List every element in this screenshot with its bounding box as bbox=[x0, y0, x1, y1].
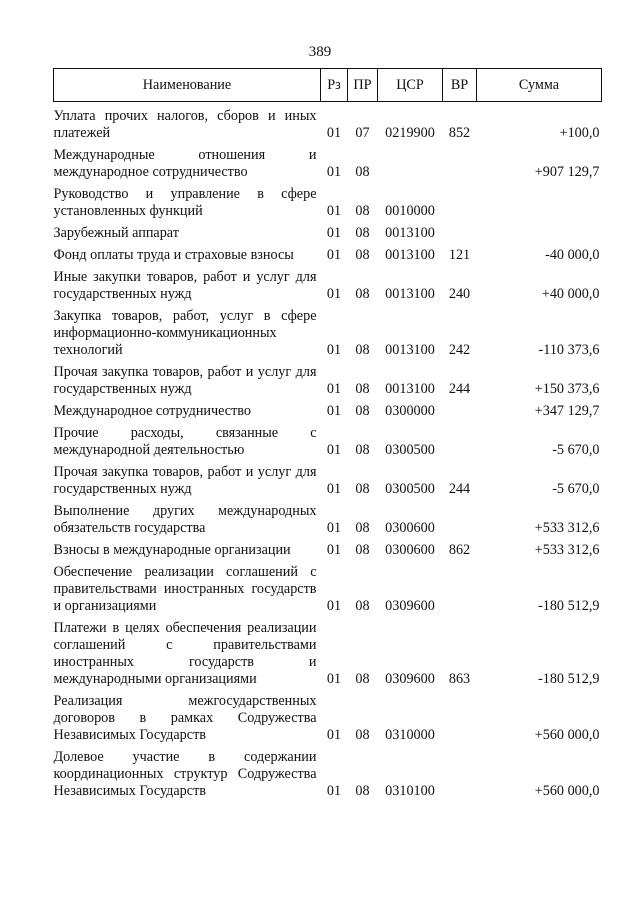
row-name: Выполнение других международных обязательств государства bbox=[53, 503, 317, 536]
row-pr: 08 bbox=[355, 727, 370, 743]
row-name: Прочие расходы, связанные с международной деятельностью bbox=[53, 425, 317, 458]
row-pr: 08 bbox=[355, 247, 370, 263]
row-csr: 0013100 bbox=[385, 286, 435, 302]
row-pr: 08 bbox=[355, 164, 370, 180]
row-sum: -5 670,0 bbox=[552, 481, 600, 497]
table-row bbox=[54, 542, 602, 564]
row-sum: +533 312,6 bbox=[534, 520, 600, 536]
header-name: Наименование bbox=[54, 69, 321, 102]
table-row bbox=[54, 186, 602, 225]
table-row bbox=[54, 425, 602, 464]
row-rz: 01 bbox=[326, 520, 342, 536]
row-vr: 862 bbox=[448, 542, 471, 558]
row-rz: 01 bbox=[326, 542, 342, 558]
row-sum bbox=[477, 225, 602, 247]
header-rz: Рз bbox=[321, 69, 348, 102]
row-pr: 08 bbox=[355, 598, 370, 614]
row-vr: 244 bbox=[448, 481, 471, 497]
row-sum: +533 312,6 bbox=[534, 542, 600, 558]
row-csr: 0219900 bbox=[385, 125, 435, 141]
row-name: Долевое участие в содержании координационных структур Содружества Независимых Государств bbox=[53, 749, 317, 799]
row-rz: 01 bbox=[326, 671, 342, 687]
row-rz: 01 bbox=[326, 286, 342, 302]
row-csr: 0013100 bbox=[385, 225, 435, 241]
budget-table bbox=[53, 68, 602, 805]
row-vr bbox=[443, 749, 477, 805]
row-rz: 01 bbox=[326, 598, 342, 614]
header-csr: ЦСР bbox=[378, 69, 443, 102]
row-csr: 0309600 bbox=[385, 671, 435, 687]
row-rz: 01 bbox=[326, 783, 342, 799]
row-pr: 08 bbox=[355, 671, 370, 687]
row-csr: 0310100 bbox=[385, 783, 435, 799]
row-vr bbox=[443, 564, 477, 620]
row-csr: 0300500 bbox=[385, 481, 435, 497]
row-csr: 0300000 bbox=[385, 403, 435, 419]
row-rz: 01 bbox=[326, 403, 342, 419]
row-rz: 01 bbox=[326, 203, 342, 219]
row-csr: 0013100 bbox=[385, 381, 435, 397]
table-row bbox=[54, 364, 602, 403]
row-vr bbox=[443, 503, 477, 542]
page-number: 389 bbox=[308, 44, 332, 60]
table-row bbox=[54, 247, 602, 269]
row-csr: 0300600 bbox=[385, 520, 435, 536]
row-sum: +150 373,6 bbox=[534, 381, 600, 397]
row-vr: 863 bbox=[448, 671, 471, 687]
row-sum: +907 129,7 bbox=[534, 164, 600, 180]
row-name: Реализация межгосударственных договоров в рамках Содружества Независимых Государств bbox=[53, 693, 317, 743]
row-vr: 244 bbox=[448, 381, 471, 397]
row-vr: 852 bbox=[448, 125, 471, 141]
row-name: Платежи в целях обеспечения реализации соглашений с правительствами иностранных государств и международными организациями bbox=[53, 620, 317, 687]
row-rz: 01 bbox=[326, 125, 342, 141]
row-name: Международное сотрудничество bbox=[53, 403, 251, 419]
row-sum: +100,0 bbox=[559, 125, 600, 141]
row-sum: -40 000,0 bbox=[545, 247, 600, 263]
table-row bbox=[54, 269, 602, 308]
row-pr: 08 bbox=[355, 203, 370, 219]
row-rz: 01 bbox=[326, 481, 342, 497]
header-pr: ПР bbox=[348, 69, 378, 102]
row-pr: 08 bbox=[355, 542, 370, 558]
row-sum: -180 512,9 bbox=[538, 598, 600, 614]
row-sum: -5 670,0 bbox=[552, 442, 600, 458]
row-vr bbox=[443, 147, 477, 186]
table-row bbox=[54, 308, 602, 364]
table-row bbox=[54, 147, 602, 186]
row-name: Взносы в международные организации bbox=[53, 542, 291, 558]
table-row bbox=[54, 564, 602, 620]
row-sum: +560 000,0 bbox=[534, 727, 600, 743]
row-name: Зарубежный аппарат bbox=[53, 225, 179, 241]
row-name: Прочая закупка товаров, работ и услуг для государственных нужд bbox=[53, 364, 317, 397]
table-row bbox=[54, 225, 602, 247]
row-rz: 01 bbox=[326, 727, 342, 743]
table-row bbox=[54, 693, 602, 749]
header-row bbox=[54, 69, 602, 102]
row-sum: +560 000,0 bbox=[534, 783, 600, 799]
row-sum: +40 000,0 bbox=[541, 286, 600, 302]
row-pr: 08 bbox=[355, 286, 370, 302]
row-vr bbox=[443, 403, 477, 425]
row-sum bbox=[477, 186, 602, 225]
row-vr bbox=[443, 693, 477, 749]
table-header bbox=[54, 69, 602, 102]
row-vr: 240 bbox=[448, 286, 471, 302]
row-pr: 08 bbox=[355, 481, 370, 497]
row-vr bbox=[443, 225, 477, 247]
row-name: Обеспечение реализации соглашений с правительствами иностранных государств и организациями bbox=[53, 564, 317, 614]
row-rz: 01 bbox=[326, 225, 342, 241]
row-rz: 01 bbox=[326, 247, 342, 263]
table-row bbox=[54, 749, 602, 805]
row-pr: 07 bbox=[355, 125, 370, 141]
header-sum: Сумма bbox=[477, 69, 602, 102]
row-csr bbox=[378, 147, 443, 186]
row-sum: +347 129,7 bbox=[534, 403, 600, 419]
table-row bbox=[54, 620, 602, 693]
row-csr: 0310000 bbox=[385, 727, 435, 743]
row-vr bbox=[443, 186, 477, 225]
row-pr: 08 bbox=[355, 403, 370, 419]
header-vr: ВР bbox=[443, 69, 477, 102]
row-csr: 0013100 bbox=[385, 342, 435, 358]
row-rz: 01 bbox=[326, 164, 342, 180]
row-pr: 08 bbox=[355, 342, 370, 358]
row-csr: 0300600 bbox=[385, 542, 435, 558]
row-vr: 242 bbox=[448, 342, 471, 358]
row-name: Прочая закупка товаров, работ и услуг для государственных нужд bbox=[53, 464, 317, 497]
row-rz: 01 bbox=[326, 342, 342, 358]
row-csr: 0010000 bbox=[385, 203, 435, 219]
row-pr: 08 bbox=[355, 225, 370, 241]
row-name: Уплата прочих налогов, сборов и иных платежей bbox=[53, 108, 317, 141]
row-csr: 0013100 bbox=[385, 247, 435, 263]
row-rz: 01 bbox=[326, 381, 342, 397]
table-row bbox=[54, 403, 602, 425]
row-sum: -110 373,6 bbox=[538, 342, 600, 358]
row-vr: 121 bbox=[448, 247, 471, 263]
row-pr: 08 bbox=[355, 520, 370, 536]
row-name: Закупка товаров, работ, услуг в сфере информационно-коммуникационных технологий bbox=[53, 308, 317, 358]
row-name: Руководство и управление в сфере установленных функций bbox=[53, 186, 317, 219]
table-body bbox=[54, 102, 602, 806]
table-row bbox=[54, 503, 602, 542]
row-vr bbox=[443, 425, 477, 464]
row-name: Международные отношения и международное сотрудничество bbox=[53, 147, 317, 180]
table-row bbox=[54, 102, 602, 148]
row-csr: 0309600 bbox=[385, 598, 435, 614]
row-name: Иные закупки товаров, работ и услуг для государственных нужд bbox=[53, 269, 317, 302]
table-row bbox=[54, 464, 602, 503]
row-sum: -180 512,9 bbox=[538, 671, 600, 687]
row-rz: 01 bbox=[326, 442, 342, 458]
row-csr: 0300500 bbox=[385, 442, 435, 458]
row-name: Фонд оплаты труда и страховые взносы bbox=[53, 247, 294, 263]
row-pr: 08 bbox=[355, 783, 370, 799]
row-pr: 08 bbox=[355, 381, 370, 397]
row-pr: 08 bbox=[355, 442, 370, 458]
